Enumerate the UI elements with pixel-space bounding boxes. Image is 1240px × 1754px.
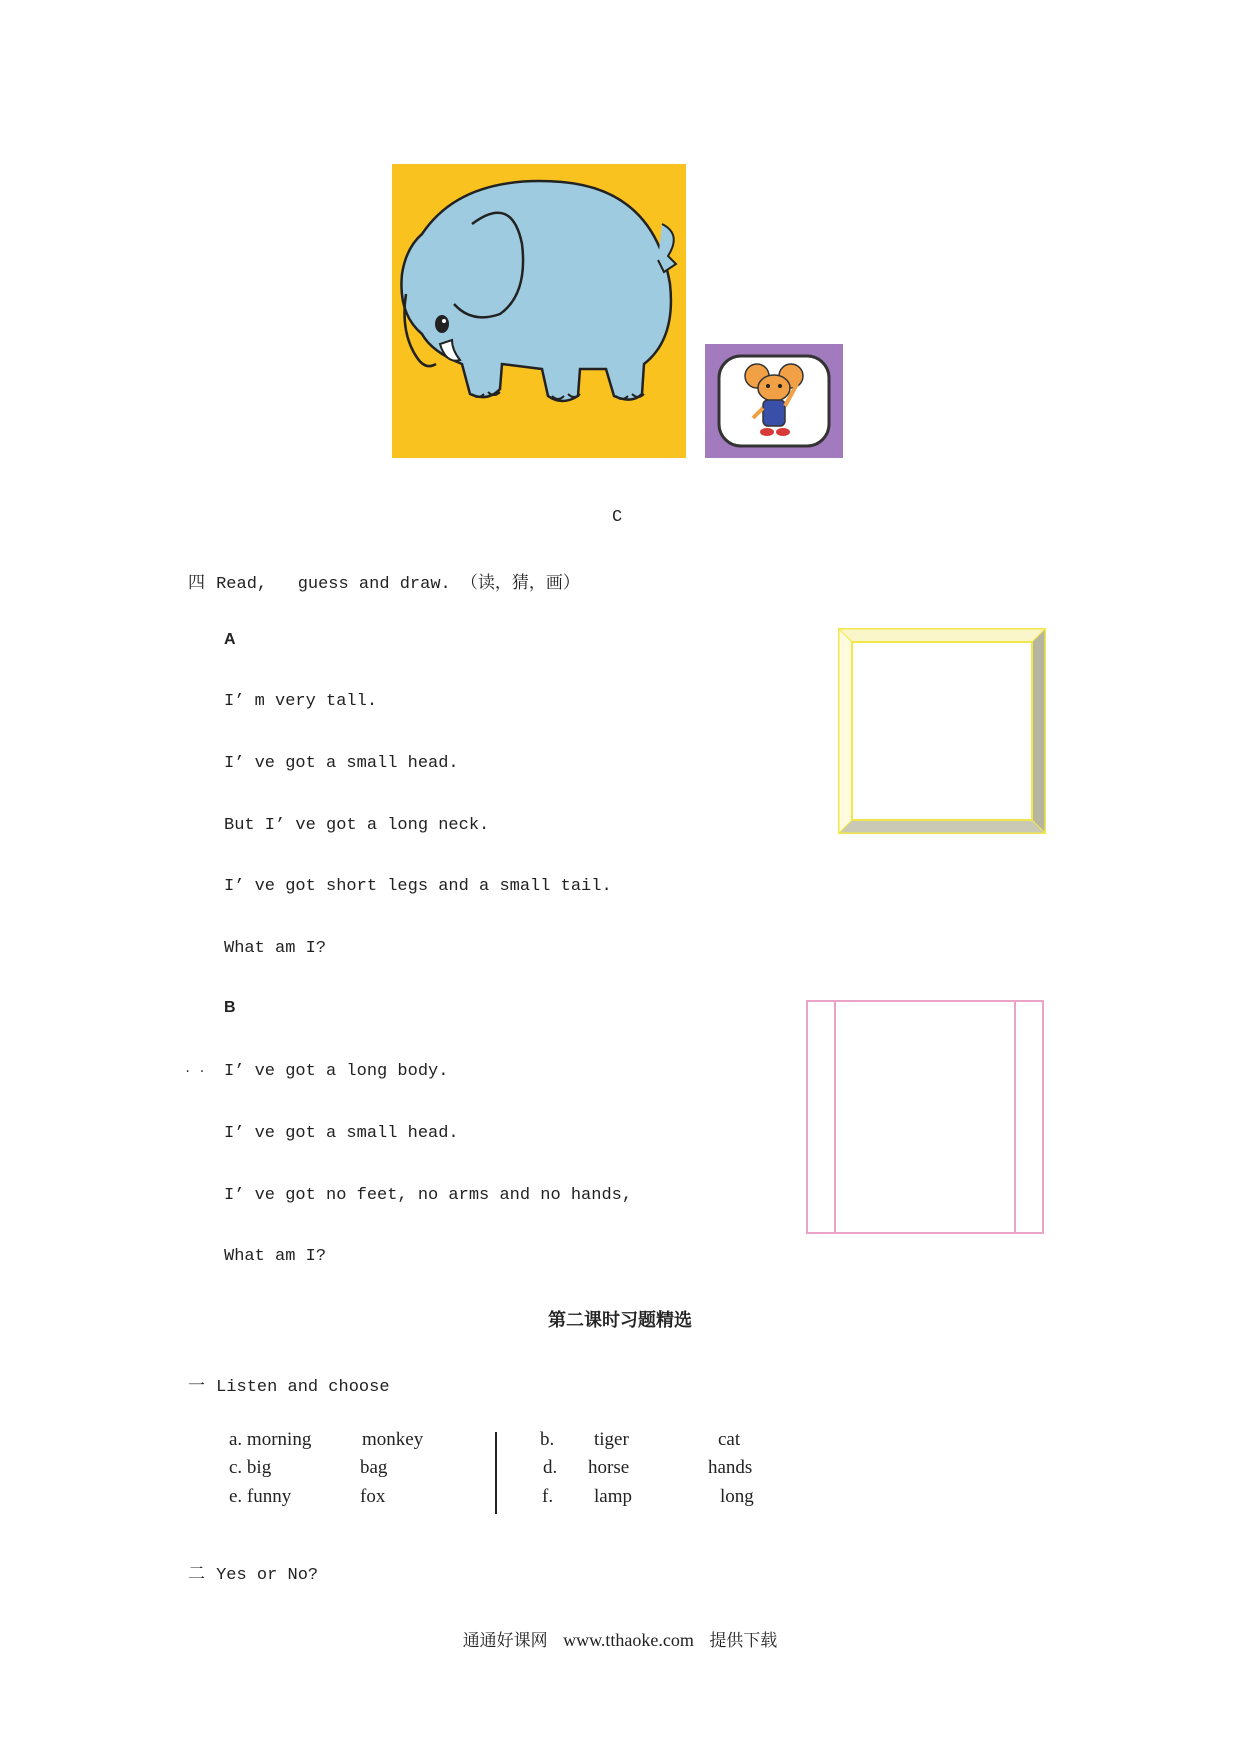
section4-number: 四: [188, 573, 205, 593]
choice-d-word1: horse: [588, 1457, 630, 1478]
column-divider: [495, 1432, 497, 1514]
part-a-line: I’ ve got short legs and a small tail.: [224, 877, 612, 896]
q2-instruction: Yes or No?: [216, 1566, 319, 1585]
q1-heading: [188, 1371, 390, 1397]
picture-caption: C: [612, 508, 623, 527]
section4-heading: [188, 568, 580, 594]
part-a-line: What am I?: [224, 939, 327, 958]
mouse-picture: [705, 344, 843, 458]
part-a-line: I’ m very tall.: [224, 692, 378, 711]
q2-heading: [188, 1559, 318, 1585]
choice-f-label: f.: [542, 1486, 554, 1507]
part-b-label: B: [224, 999, 236, 1016]
choice-a-word: monkey: [362, 1429, 424, 1450]
page-footer: [0, 1626, 1240, 1651]
choice-c-word: bag: [360, 1457, 388, 1478]
footer-site: 通通好课网: [462, 1631, 548, 1651]
choice-d-word2: hands: [708, 1457, 753, 1478]
elephant-picture: [392, 164, 686, 458]
drawing-frame-b[interactable]: [806, 1000, 1044, 1234]
part-b-line: I’ ve got a small head.: [224, 1124, 459, 1143]
choice-b-label: b.: [540, 1429, 555, 1450]
footer-suffix: 提供下载: [709, 1631, 778, 1651]
section4-instruction: Read, guess and draw. （读，猜，画）: [216, 575, 580, 594]
part-a-line: I’ ve got a small head.: [224, 754, 459, 773]
choice-f-word2: long: [720, 1486, 754, 1507]
part-b-line: I’ ve got a long body.: [224, 1062, 449, 1081]
lesson2-title: 第二课时习题精选: [548, 1310, 692, 1331]
part-b-line: What am I?: [224, 1247, 327, 1266]
choice-f-word1: lamp: [594, 1486, 632, 1507]
part-b-line: I’ ve got no feet, no arms and no hands,: [224, 1186, 633, 1205]
choice-e-word: fox: [360, 1486, 386, 1507]
choice-b-word1: tiger: [594, 1429, 629, 1450]
choice-d-label: d.: [543, 1457, 558, 1478]
choice-c-label: c. big: [229, 1457, 272, 1478]
drawing-frame-a[interactable]: [838, 628, 1046, 834]
q1-number: 一: [188, 1376, 205, 1396]
part-a-label: A: [224, 631, 236, 648]
choice-b-word2: cat: [718, 1429, 741, 1450]
part-a-line: But I’ ve got a long neck.: [224, 816, 490, 835]
footer-url[interactable]: www.tthaoke.com: [563, 1630, 694, 1650]
choice-a-label: a. morning: [229, 1429, 312, 1450]
q2-number: 二: [188, 1564, 205, 1584]
choice-e-label: e. funny: [229, 1486, 292, 1507]
q1-instruction: Listen and choose: [216, 1378, 390, 1397]
stray-dots: . .: [184, 1062, 206, 1076]
